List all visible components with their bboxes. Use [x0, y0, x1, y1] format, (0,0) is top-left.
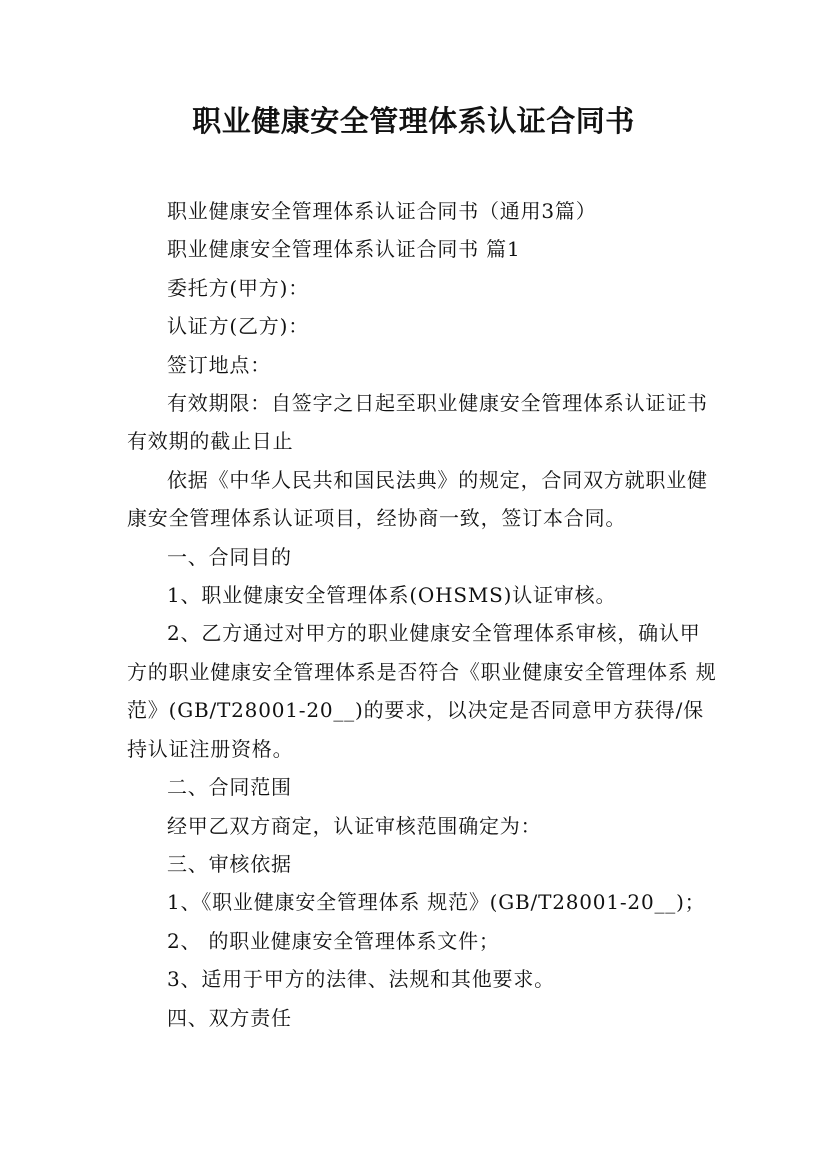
paragraph-heading-basis: 三、审核依据 [167, 851, 292, 876]
document-body [127, 192, 719, 1037]
paragraph-subtitle: 职业健康安全管理体系认证合同书（通用3篇） [167, 199, 597, 223]
paragraph-scope-text: 经甲乙双方商定，认证审核范围确定为： [167, 813, 542, 838]
paragraph-client-party: 委托方(甲方)： [167, 275, 310, 300]
paragraph-certifier-party: 认证方(乙方)： [167, 314, 310, 339]
paragraph-heading-scope: 二、合同范围 [167, 775, 292, 800]
paragraph-heading-purpose: 一、合同目的 [167, 544, 292, 569]
paragraph-heading-responsibilities: 四、双方责任 [167, 1005, 292, 1030]
paragraph-purpose-item-2: 2、乙方通过对甲方的职业健康安全管理体系审核，确认甲方的职业健康安全管理体系是否符合《职业健康安全管理体系 规范》(GB/T28001-20__)的要求，以决定是否同意甲方获得/保持认证注册资格。 [127, 621, 717, 761]
paragraph-basis-item-1: 1、《职业健康安全管理体系 规范》(GB/T28001-20__)； [167, 890, 706, 915]
paragraph-signing-place: 签订地点： [167, 352, 271, 377]
paragraph-basis-item-3: 3、适用于甲方的法律、法规和其他要求。 [167, 967, 555, 992]
paragraph-basis-item-2: 2、 的职业健康安全管理体系文件； [167, 928, 500, 953]
paragraph-purpose-item-1: 1、职业健康安全管理体系(OHSMS)认证审核。 [167, 583, 617, 608]
paragraph-legal-basis: 依据《中华人民共和国民法典》的规定，合同双方就职业健康安全管理体系认证项目，经协商一致，签订本合同。 [127, 467, 708, 531]
document-title: 职业健康安全管理体系认证合同书 [192, 104, 635, 138]
paragraph-section-heading: 职业健康安全管理体系认证合同书 篇1 [167, 237, 521, 262]
paragraph-validity-period: 有效期限：自签字之日起至职业健康安全管理体系认证证书有效期的截止日止 [127, 391, 708, 454]
